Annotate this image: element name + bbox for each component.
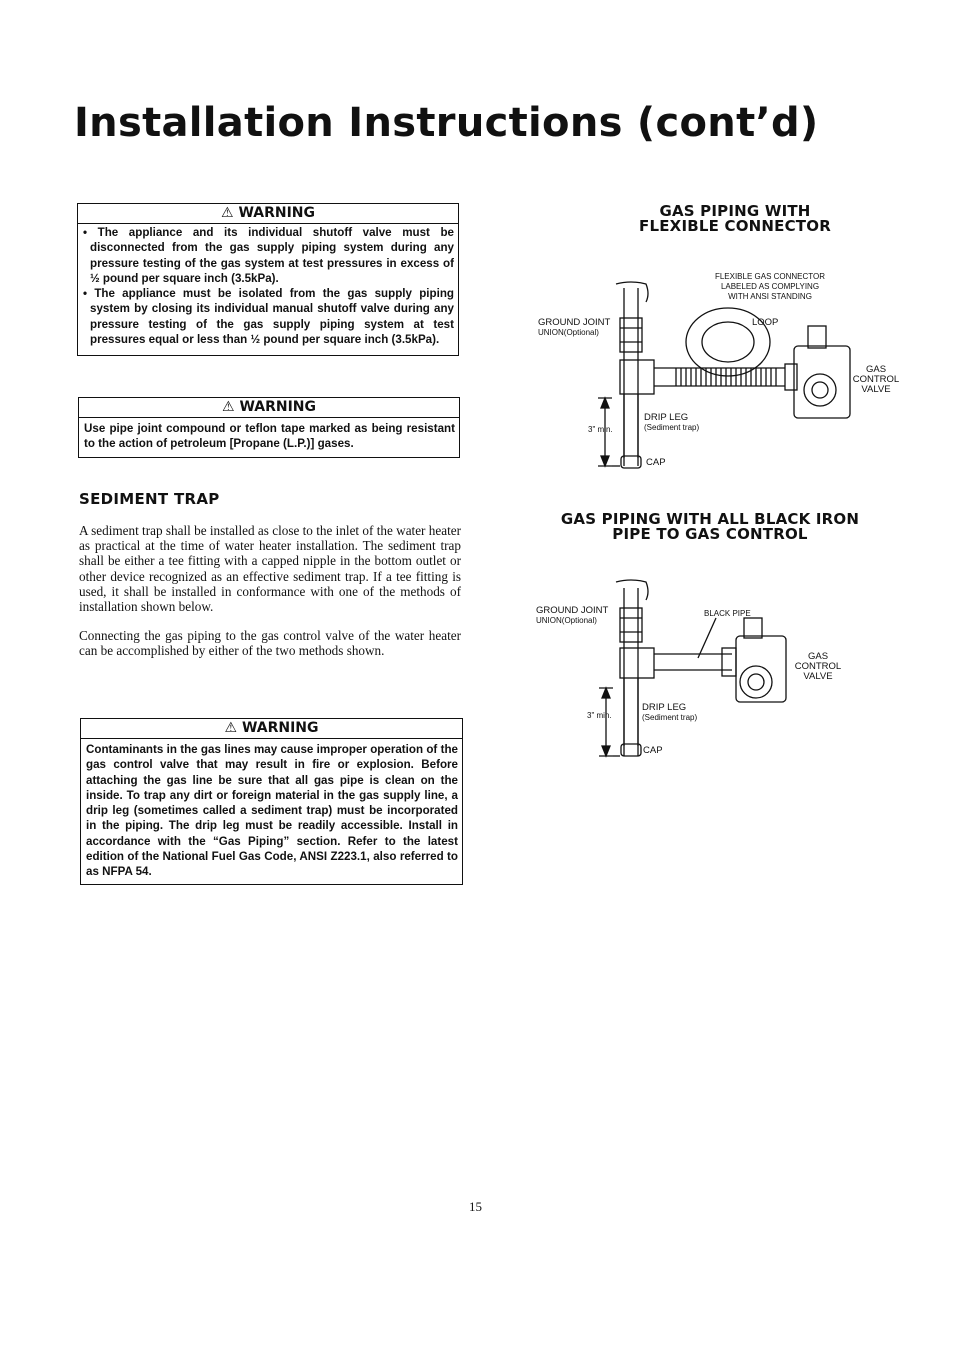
warning-bullet: • The appliance and its individual shutoff valve must be disconnected from the gas supply piping system during any pressure testing of the gas system at test pressures in excess of ½ pound per square inch (3.5kPa). [83,226,454,285]
warning-bullet: • The appliance must be isolated from the gas supply piping system by closing its individual manual shutoff valve during any pressure testing of the gas supply piping system at test pressures equal or less than ½ pound per square inch (3.5kPa). [83,287,454,347]
supply-pipe [624,588,638,756]
diagram1-heading: GAS PIPING WITH FLEXIBLE CONNECTOR [639,202,831,235]
warning-triangle-icon: ⚠ [222,399,235,415]
drip-leg-label: DRIP LEG (Sediment trap) [644,412,700,432]
min-label: 3" min. [587,711,612,720]
warning-header: ⚠ WARNING [78,204,458,224]
supply-pipe [624,288,638,466]
ground-joint-label: GROUND JOINT UNION(Optional) [538,317,611,337]
warning-box-pipe-compound [78,397,460,458]
connector-label: FLEXIBLE GAS CONNECTOR LABELED AS COMPLYING WITH ANSI STANDING [714,272,826,301]
min-label: 3" min. [588,425,613,434]
cap-label: CAP [646,457,666,468]
warning-triangle-icon: ⚠ [221,205,234,221]
gas-control-valve-label: GAS CONTROL VALVE [852,364,900,395]
drip-leg-label: DRIP LEG (Sediment trap) [642,702,698,722]
warning-text: Contaminants in the gas lines may cause improper operation of the gas control valve that may result in fire or explosion. Before attaching the gas line be sure that all gas pipe is clean on the inside. To trap any dirt or foreign material in the gas supply line, a drip leg (sometimes called a sediment trap) must be incorporated in the piping. The drip leg must be readily accessible. Install in accordance with the “Gas Piping” section. Refer to the latest edition of the National Fuel Gas Code, ANSI Z223.1, also referred to as NFPA 54. [86,743,458,879]
diagram2-heading: GAS PIPING WITH ALL BLACK IRON PIPE TO GAS CONTROL [560,510,860,543]
tee-fitting [620,360,654,394]
paragraph: A sediment trap shall be installed as close to the inlet of the water heater as practical at the time of water heater installation. The sediment trap shall be either a tee fitting with a capped nipple in the bottom outlet or other device recognized as an effective sediment trap. If a tee fitting is used, it shall be installed in conformance with one of the methods of installation shown below. [79,523,461,615]
warning-box-contaminants [80,718,463,885]
warning-triangle-icon: ⚠ [224,720,238,736]
warning-box-shutoff [77,203,459,356]
ground-joint-label: GROUND JOINT UNION(Optional) [536,605,609,625]
flex-connector [670,368,785,386]
loop-label: LOOP [752,317,779,328]
tee-fitting [620,648,654,678]
warning-header: ⚠ WARNING [81,719,462,739]
paragraph: Connecting the gas piping to the gas control valve of the water heater can be accomplished by either of the two methods shown. [79,628,461,659]
black-pipe [654,654,732,670]
ground-joint-union [620,608,642,642]
black-pipe-label: BLACK PIPE [704,609,751,618]
cap-label: CAP [643,745,663,756]
gas-control-valve-label: GAS CONTROL VALVE [794,651,842,682]
warning-text: Use pipe joint compound or teflon tape marked as being resistant to the action of petroleum [Propane (L.P.)] gases. [84,422,455,451]
drip-leg [624,678,638,746]
section-heading: SEDIMENT TRAP [79,490,220,508]
page-title: Installation Instructions (cont’d) [74,100,819,146]
ground-joint-union [620,318,642,352]
warning-header: ⚠ WARNING [79,398,459,418]
drip-leg [624,394,638,458]
page-number: 15 [469,1199,482,1214]
sediment-trap-text [79,523,461,673]
